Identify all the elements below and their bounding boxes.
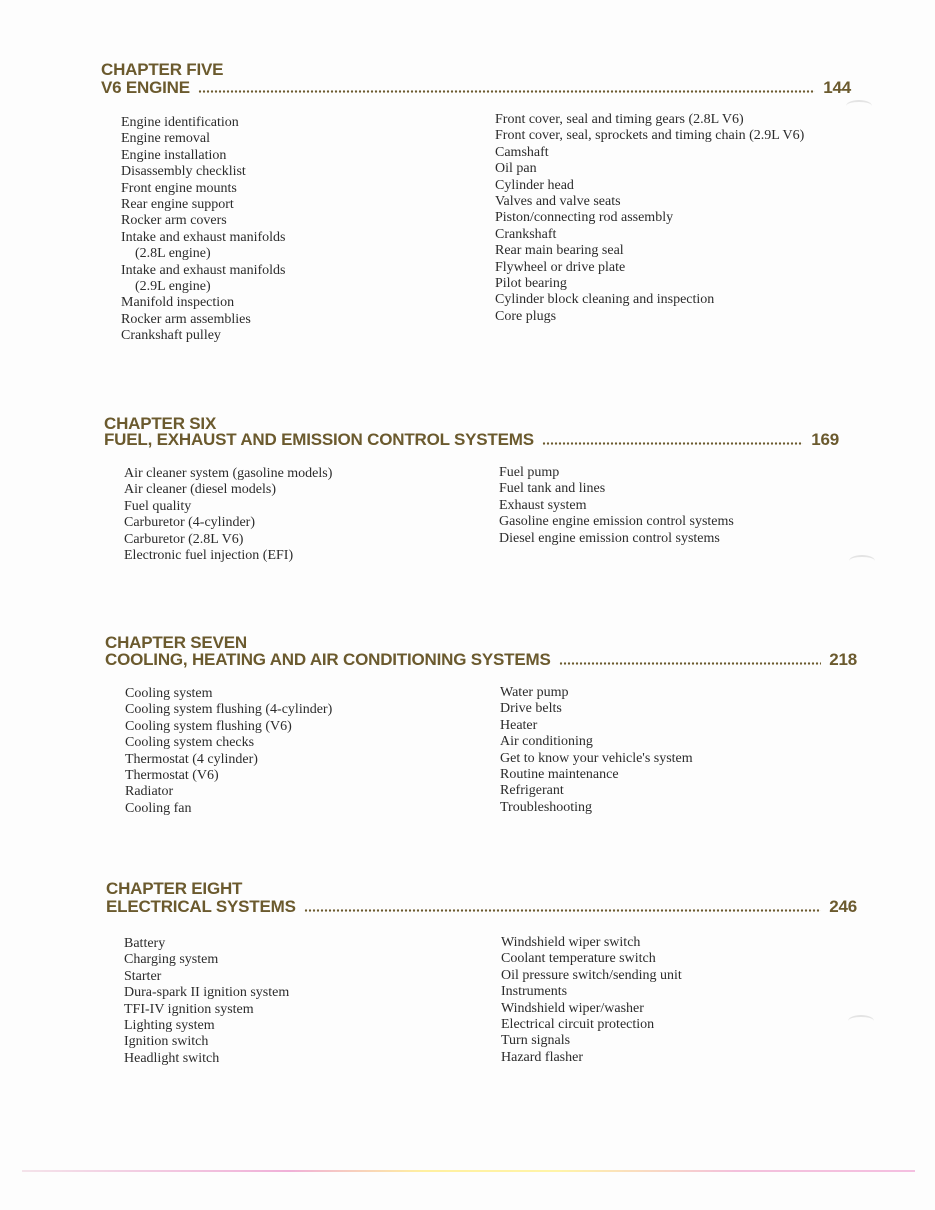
topic-item: Troubleshooting xyxy=(500,799,593,815)
topic-item: Gasoline engine emission control systems xyxy=(499,514,734,530)
chapter-label: CHAPTER FIVE xyxy=(101,60,224,79)
chapter-label: CHAPTER SEVEN xyxy=(105,633,247,652)
topic-item: Oil pressure switch/sending unit xyxy=(501,967,682,983)
topic-item: Fuel pump xyxy=(499,465,560,480)
chapter-title: COOLING, HEATING AND AIR CONDITIONING SYSTEMS xyxy=(105,650,551,669)
topic-item: Battery xyxy=(124,936,166,951)
topic-item: Thermostat (V6) xyxy=(125,768,219,784)
topic-item: Manifold inspection xyxy=(121,295,235,311)
topic-item: Engine installation xyxy=(121,147,227,163)
leader-dots xyxy=(559,662,822,665)
topic-list-right xyxy=(500,685,693,816)
topic-item: Lighting system xyxy=(124,1018,215,1034)
topic-item: Hazard flasher xyxy=(501,1049,584,1065)
topic-list-right xyxy=(495,112,804,325)
topic-list-right xyxy=(499,465,734,547)
topic-item: Cylinder block cleaning and inspection xyxy=(495,292,715,308)
topic-item: Rocker arm assemblies xyxy=(121,311,251,327)
topic-item: Air cleaner (diesel models) xyxy=(124,482,276,498)
topic-item: Carburetor (2.8L V6) xyxy=(124,531,244,547)
topic-item: Get to know your vehicle's system xyxy=(500,750,693,766)
topic-item: Instruments xyxy=(501,984,568,1000)
topic-item: Turn signals xyxy=(501,1033,571,1049)
topic-item: Fuel tank and lines xyxy=(499,481,606,497)
chapter-label: CHAPTER EIGHT xyxy=(106,879,243,898)
topic-item: Radiator xyxy=(125,784,174,800)
topic-list-left xyxy=(125,686,332,817)
topic-item: Engine identification xyxy=(121,115,239,130)
topic-item: Headlight switch xyxy=(124,1050,220,1066)
topic-item: Cylinder head xyxy=(495,177,574,193)
topic-list-left xyxy=(124,466,332,564)
chapter-title: ELECTRICAL SYSTEMS xyxy=(106,897,296,916)
topic-item: Thermostat (4 cylinder) xyxy=(125,751,258,767)
topic-item: Intake and exhaust manifolds xyxy=(121,229,286,245)
topic-item: Exhaust system xyxy=(499,497,587,513)
page-number: 246 xyxy=(829,897,857,916)
topic-item: TFI-IV ignition system xyxy=(124,1001,254,1017)
topic-item: Rocker arm covers xyxy=(121,213,227,229)
page-number: 169 xyxy=(811,430,839,449)
topic-item: Ignition switch xyxy=(124,1034,209,1050)
topic-item: Valves and valve seats xyxy=(495,194,621,210)
topic-item: Starter xyxy=(124,968,162,984)
topic-item: Carburetor (4-cylinder) xyxy=(124,515,255,531)
topic-item: Piston/connecting rod assembly xyxy=(495,210,674,226)
topic-item: Engine removal xyxy=(121,131,211,147)
bottom-scan-line xyxy=(22,1170,915,1172)
topic-item: Cooling fan xyxy=(125,800,192,816)
topic-item: Flywheel or drive plate xyxy=(495,259,626,275)
topic-item: Rear engine support xyxy=(121,197,234,213)
topic-item: Refrigerant xyxy=(500,783,564,799)
topic-item: Crankshaft xyxy=(495,226,557,242)
binder-hole-shadow xyxy=(846,100,872,112)
topic-item: Routine maintenance xyxy=(500,767,619,783)
topic-item: Disassembly checklist xyxy=(121,164,246,180)
chapter-title-row[interactable] xyxy=(101,79,851,97)
topic-item: Cooling system xyxy=(125,686,213,701)
topic-item: Cooling system flushing (V6) xyxy=(125,718,292,734)
chapter-title-row[interactable] xyxy=(106,898,857,916)
topic-item: Coolant temperature switch xyxy=(501,951,656,967)
binder-hole-shadow xyxy=(848,1015,874,1027)
chapter-title-row[interactable] xyxy=(104,431,839,449)
chapter-title: V6 ENGINE xyxy=(101,78,190,97)
topic-item: Front cover, seal and timing gears (2.8L V6) xyxy=(495,112,744,127)
topic-item-continuation: (2.9L engine) xyxy=(135,279,211,295)
leader-dots xyxy=(304,909,822,912)
topic-item: Pilot bearing xyxy=(495,276,567,292)
binder-hole-shadow xyxy=(849,555,875,567)
chapter-title: FUEL, EXHAUST AND EMISSION CONTROL SYSTEMS xyxy=(104,430,534,449)
topic-item: Camshaft xyxy=(495,144,549,160)
topic-item: Charging system xyxy=(124,952,219,968)
topic-list-right xyxy=(501,935,682,1066)
topic-item: Intake and exhaust manifolds xyxy=(121,262,286,278)
topic-item: Windshield wiper/washer xyxy=(501,1000,644,1016)
topic-item: Electrical circuit protection xyxy=(501,1017,655,1033)
topic-item: Cooling system flushing (4-cylinder) xyxy=(125,702,333,718)
topic-item: Electronic fuel injection (EFI) xyxy=(124,548,294,564)
topic-item-continuation: (2.8L engine) xyxy=(135,246,211,262)
topic-item: Windshield wiper switch xyxy=(501,935,641,950)
page-number: 144 xyxy=(823,78,851,97)
topic-item: Front cover, seal, sprockets and timing chain (2.9L V6) xyxy=(495,128,805,144)
topic-item: Oil pan xyxy=(495,161,537,177)
page-number: 218 xyxy=(829,650,857,669)
leader-dots xyxy=(198,90,815,93)
topic-item: Front engine mounts xyxy=(121,180,237,196)
topic-list-left xyxy=(121,115,285,345)
topic-item: Air cleaner system (gasoline models) xyxy=(124,466,333,481)
leader-dots xyxy=(542,442,803,445)
topic-list-left xyxy=(124,936,289,1067)
topic-item: Cooling system checks xyxy=(125,735,255,751)
topic-item: Fuel quality xyxy=(124,498,192,514)
topic-item: Rear main bearing seal xyxy=(495,243,624,259)
chapter-label: CHAPTER SIX xyxy=(104,414,217,433)
topic-item: Water pump xyxy=(500,685,569,700)
topic-item: Crankshaft pulley xyxy=(121,328,221,344)
topic-item: Heater xyxy=(500,717,538,733)
topic-item: Dura-spark II ignition system xyxy=(124,985,290,1001)
topic-item: Diesel engine emission control systems xyxy=(499,530,720,546)
topic-item: Drive belts xyxy=(500,701,562,717)
topic-item: Air conditioning xyxy=(500,734,593,750)
topic-item: Core plugs xyxy=(495,308,557,324)
chapter-title-row[interactable] xyxy=(105,651,857,669)
